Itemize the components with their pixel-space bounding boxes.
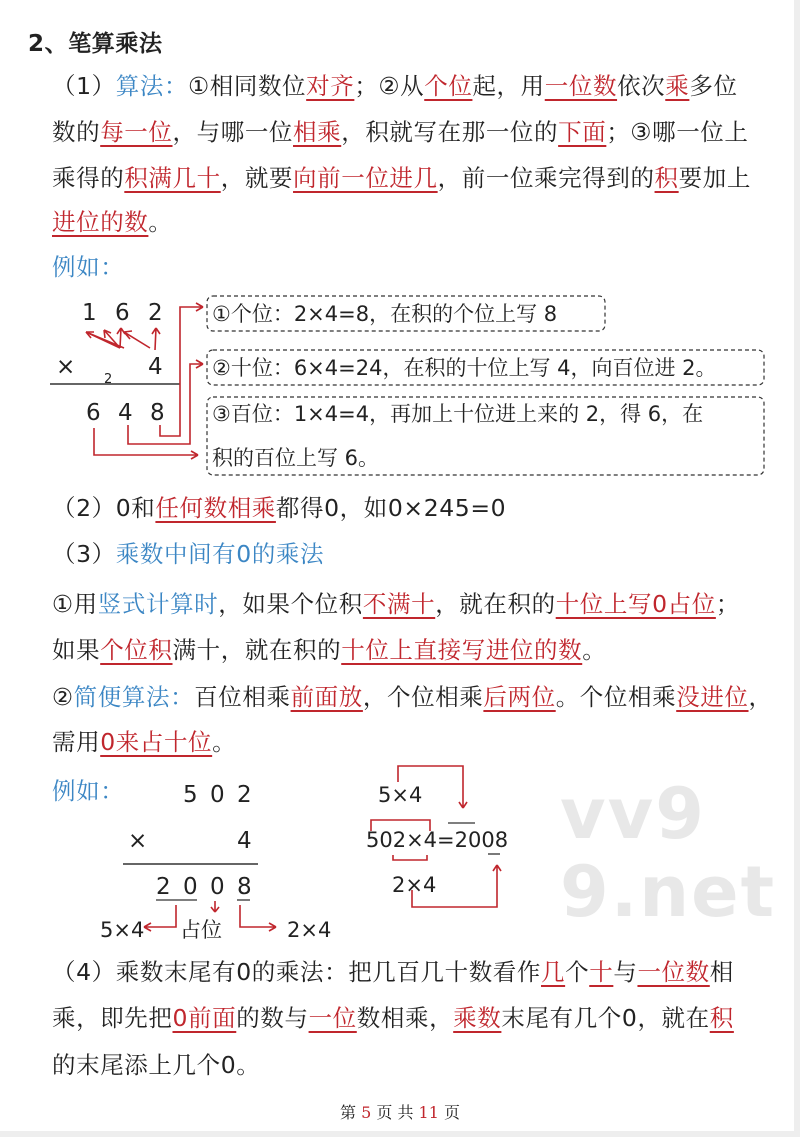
text-segment: 。 — [212, 728, 237, 756]
text-segment: 要加上 — [678, 164, 751, 192]
label-text: 乘数中间有0的乘法 — [115, 540, 325, 568]
digit: 0 — [210, 874, 225, 900]
text-segment: ①用 — [52, 590, 98, 618]
text-segment: ；②从 — [354, 72, 425, 100]
footer-post: 页 — [438, 1103, 460, 1122]
text-line — [52, 70, 738, 102]
text-segment: ，积就写在那一位的 — [341, 118, 559, 146]
digit: 4 — [118, 400, 133, 426]
text-segment: ，前一位乘完得到的 — [437, 164, 655, 192]
key-phrase: 任何数相乘 — [155, 494, 276, 522]
key-phrase: 没进位 — [676, 683, 749, 711]
page-edge — [0, 1131, 800, 1137]
label-text: 算法： — [115, 72, 189, 100]
digit: 8 — [237, 874, 252, 900]
text-segment: 依次 — [617, 72, 666, 100]
times-sign: × — [56, 354, 76, 380]
text-segment: 需用 — [52, 728, 101, 756]
page-footer — [0, 1100, 800, 1123]
top-label: 5×4 — [378, 783, 423, 807]
text-line — [52, 251, 124, 283]
key-phrase: 前面放 — [290, 683, 363, 711]
text-segment: ， — [748, 683, 773, 711]
key-phrase: 积 — [654, 164, 679, 192]
text-segment: 都得0，如0×245=0 — [275, 494, 507, 522]
digit: 2 — [237, 782, 252, 808]
text-segment: （1） — [52, 72, 116, 100]
label-text: 例如： — [52, 253, 125, 281]
middle-note: 占位 — [180, 918, 222, 942]
text-segment: 起，用 — [472, 72, 545, 100]
key-phrase: 0前面 — [172, 1004, 237, 1032]
digit: 1 — [82, 300, 97, 326]
text-line — [52, 492, 506, 524]
text-segment: ；③哪一位上 — [606, 118, 749, 146]
text-segment: （4）乘数末尾有0的乘法：把几百几十数看作 — [52, 958, 542, 986]
key-phrase: 十位上直接写进位的数 — [341, 636, 583, 664]
key-phrase: 对齐 — [306, 72, 355, 100]
section-heading: 2、笔算乘法 — [28, 31, 163, 57]
label-text: 简便算法： — [73, 683, 195, 711]
label-text: 例如： — [52, 777, 125, 805]
key-phrase: 一位 — [308, 1004, 357, 1032]
text-segment: ② — [52, 683, 74, 711]
text-line — [52, 538, 324, 570]
carry-digit: 2 — [104, 372, 113, 387]
footer-mid: 页 共 — [371, 1103, 419, 1122]
key-phrase: 0来占十位 — [100, 728, 213, 756]
text-segment: 满十，就在积的 — [172, 636, 342, 664]
text-segment: ，就在积的 — [435, 590, 556, 618]
multiplier: 4 — [237, 828, 252, 854]
text-segment: ，个位相乘 — [362, 683, 484, 711]
text-segment: （2）0和 — [52, 494, 156, 522]
text-line — [52, 1002, 734, 1034]
page-edge — [794, 0, 800, 1137]
digit: 2 — [148, 300, 163, 326]
page-number: 5 — [361, 1103, 372, 1122]
digit: 8 — [150, 400, 165, 426]
key-phrase: 每一位 — [100, 118, 173, 146]
text-line — [52, 206, 173, 238]
text-segment: 。个位相乘 — [555, 683, 677, 711]
digit: 0 — [210, 782, 225, 808]
key-phrase: 一位数 — [637, 958, 710, 986]
key-phrase: 进位的数 — [52, 208, 149, 236]
bottom-label: 2×4 — [392, 873, 437, 897]
step-3-text: ③百位：1×4=4，再加上十位进上来的 2，得 6，在 — [212, 402, 704, 426]
text-segment: 与 — [613, 958, 638, 986]
text-segment: ，就要 — [220, 164, 294, 192]
text-segment: ，与哪一位 — [172, 118, 294, 146]
text-segment: 的数与 — [236, 1004, 309, 1032]
text-segment: 如果 — [52, 636, 101, 664]
text-segment: ①相同数位 — [188, 72, 307, 100]
key-phrase: 乘数 — [453, 1004, 502, 1032]
key-phrase: 后两位 — [483, 683, 556, 711]
text-line — [52, 1049, 260, 1081]
key-phrase: 几 — [541, 958, 566, 986]
watermark: vv99.net — [560, 773, 777, 933]
key-phrase: 个位 — [424, 72, 473, 100]
text-segment: 乘得的 — [52, 164, 125, 192]
footer-pre: 第 — [340, 1103, 362, 1122]
key-phrase: 下面 — [558, 118, 607, 146]
key-phrase: 乘 — [665, 72, 690, 100]
text-segment: ，如果个位积 — [218, 590, 363, 618]
text-segment: ； — [715, 590, 740, 618]
text-segment: 个 — [565, 958, 590, 986]
text-segment: 的末尾添上几个0。 — [52, 1051, 261, 1079]
label-text: 竖式计算时 — [97, 590, 219, 618]
multiplier: 4 — [148, 354, 163, 380]
step-2-text: ②十位：6×4=24，在积的十位上写 4，向百位进 2。 — [212, 356, 717, 380]
digit: 6 — [86, 400, 101, 426]
text-segment: 。 — [582, 636, 607, 664]
text-line — [52, 634, 606, 666]
text-segment: 数的 — [52, 118, 101, 146]
text-segment: （3） — [52, 540, 116, 568]
text-segment: 相 — [709, 958, 734, 986]
text-segment: 末尾有几个0，就在 — [501, 1004, 710, 1032]
key-phrase: 不满十 — [362, 590, 436, 618]
text-segment: 百位相乘 — [194, 683, 291, 711]
digit: 6 — [115, 300, 130, 326]
step-1-text: ①个位：2×4=8，在积的个位上写 8 — [212, 302, 558, 326]
step-3-text-cont: 积的百位上写 6。 — [212, 446, 380, 470]
text-segment: 数相乘， — [356, 1004, 454, 1032]
text-line — [52, 681, 773, 713]
right-note: 2×4 — [287, 918, 332, 942]
equation: 502×4=2008 — [366, 828, 509, 852]
times-sign: × — [128, 828, 148, 854]
key-phrase: 积 — [709, 1004, 734, 1032]
text-line — [52, 116, 749, 148]
digit: 5 — [183, 782, 198, 808]
key-phrase: 个位积 — [100, 636, 173, 664]
text-segment: 多位 — [689, 72, 738, 100]
page-total: 11 — [418, 1103, 439, 1122]
text-line — [52, 162, 751, 194]
text-segment: 乘，即先把 — [52, 1004, 173, 1032]
key-phrase: 十 — [589, 958, 614, 986]
text-line — [52, 775, 124, 807]
digit: 2 — [156, 874, 171, 900]
text-segment: 。 — [148, 208, 173, 236]
digit: 0 — [183, 874, 198, 900]
key-phrase: 相乘 — [293, 118, 342, 146]
text-line — [52, 726, 236, 758]
key-phrase: 积满几十 — [124, 164, 221, 192]
text-line — [52, 956, 734, 988]
key-phrase: 一位数 — [544, 72, 618, 100]
key-phrase: 十位上写0占位 — [555, 590, 716, 618]
text-line — [52, 588, 740, 620]
key-phrase: 向前一位进几 — [293, 164, 438, 192]
left-note: 5×4 — [100, 918, 145, 942]
